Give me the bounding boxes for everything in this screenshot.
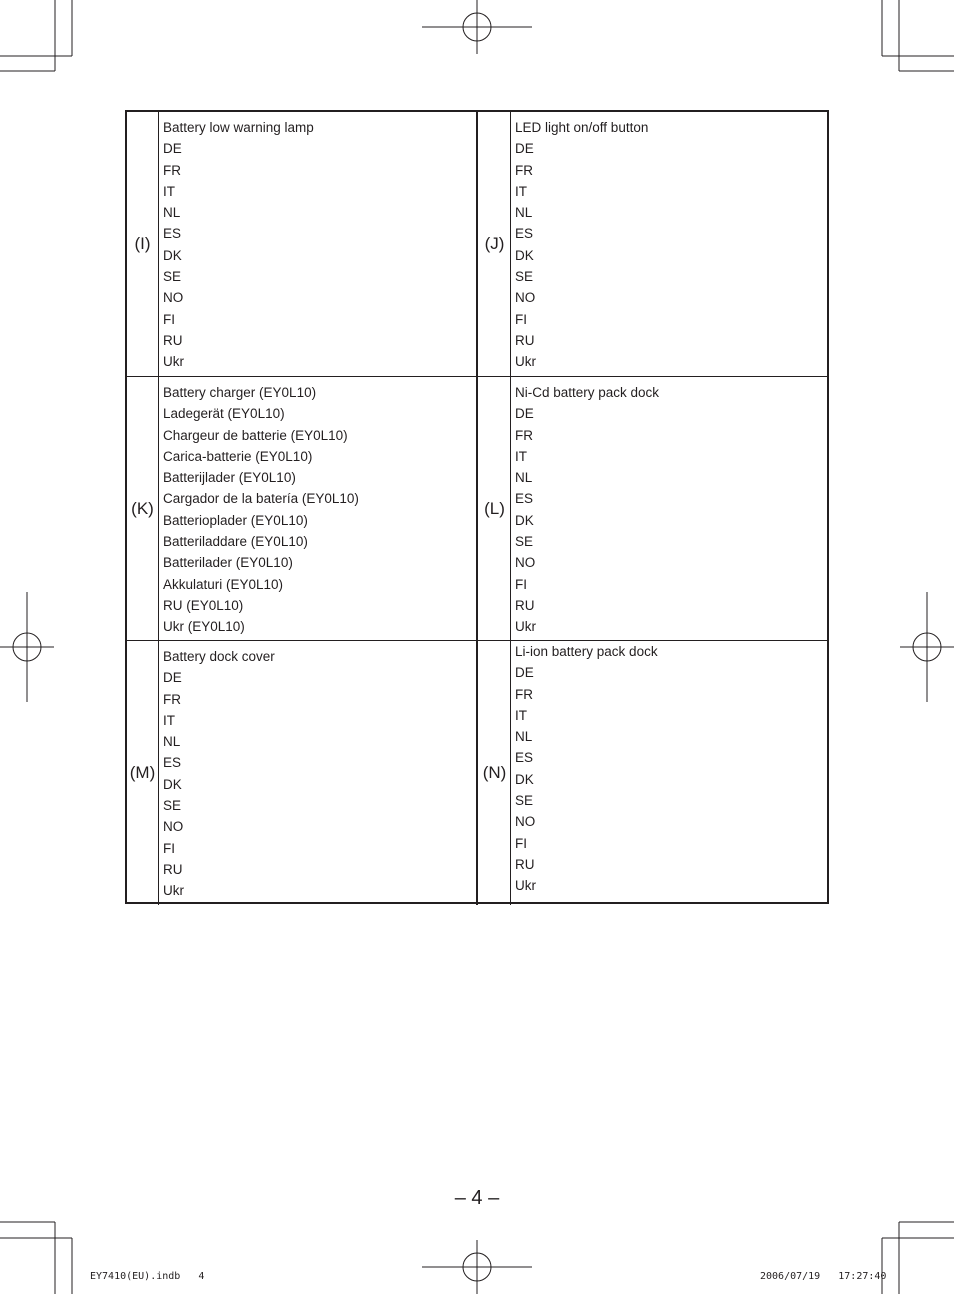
text-line: Battery dock cover xyxy=(163,649,275,664)
text-line: Chargeur de batterie (EY0L10) xyxy=(163,427,348,443)
text-line: Ukr (EY0L10) xyxy=(163,619,245,635)
text-line: FR xyxy=(515,427,533,443)
text-line: SE xyxy=(163,269,182,285)
parts-legend-table xyxy=(125,110,829,904)
text-line: RU xyxy=(163,332,183,348)
text-line: DK xyxy=(163,776,182,792)
text-line: Batterioplader (EY0L10) xyxy=(163,512,308,528)
text-line: Ukr xyxy=(515,619,536,635)
text-line: ES xyxy=(515,226,534,242)
text-line: NL xyxy=(515,729,533,745)
text-line: Batteriladdare (EY0L10) xyxy=(163,534,308,550)
part-description xyxy=(160,377,478,641)
text-line: FR xyxy=(163,162,181,178)
text-line: FR xyxy=(163,691,181,707)
text-line: ES xyxy=(163,226,182,242)
text-line: DE xyxy=(163,141,182,157)
text-line: DK xyxy=(515,512,534,528)
text-line: NL xyxy=(163,734,181,750)
text-line: DE xyxy=(515,141,534,157)
table-row xyxy=(127,640,827,905)
text-line: NL xyxy=(515,470,533,486)
text-line: RU xyxy=(163,861,183,877)
text-line: SE xyxy=(515,269,534,285)
text-line: DK xyxy=(515,247,534,263)
part-description xyxy=(512,641,827,905)
text-line: SE xyxy=(163,798,182,814)
part-description xyxy=(160,641,478,905)
text-line: NL xyxy=(163,205,181,221)
text-line: FR xyxy=(515,686,533,702)
text-line: RU xyxy=(515,332,535,348)
text-line: NO xyxy=(163,290,184,306)
text-line: NO xyxy=(515,814,536,830)
table-row xyxy=(127,376,827,641)
text-line: DE xyxy=(163,670,182,686)
footer-datetime: 2006/07/19 17:27:40 xyxy=(760,1271,887,1282)
text-line: IT xyxy=(515,183,527,199)
text-line: FI xyxy=(515,576,527,592)
text-line: SE xyxy=(515,534,534,550)
footer-file-name: EY7410(EU).indb 4 xyxy=(90,1271,205,1282)
text-line: DK xyxy=(515,771,534,787)
text-line: Batterijlader (EY0L10) xyxy=(163,470,296,486)
text-line: RU xyxy=(515,856,535,872)
part-label: (J) xyxy=(479,112,511,376)
text-line: IT xyxy=(163,183,175,199)
text-line: SE xyxy=(515,793,534,809)
part-label: (N) xyxy=(479,641,511,905)
text-line: Ladegerät (EY0L10) xyxy=(163,406,285,422)
text-line: IT xyxy=(515,707,527,723)
text-line: ES xyxy=(515,750,534,766)
text-line: FI xyxy=(515,835,527,851)
text-line: Ukr xyxy=(163,883,184,899)
text-line: Ukr xyxy=(163,354,184,370)
text-line: NO xyxy=(163,819,184,835)
text-line: LED light on/off button xyxy=(515,120,649,135)
text-line: Ni-Cd battery pack dock xyxy=(515,385,660,400)
part-description xyxy=(512,377,827,641)
text-line: Battery low warning lamp xyxy=(163,120,314,135)
text-line: DE xyxy=(515,406,534,422)
text-line: NO xyxy=(515,555,536,571)
text-line: DE xyxy=(515,665,534,681)
text-line: FR xyxy=(515,162,533,178)
text-line: RU (EY0L10) xyxy=(163,597,244,613)
text-line: FI xyxy=(163,311,175,327)
text-line: IT xyxy=(163,712,175,728)
text-line: NO xyxy=(515,290,536,306)
part-description xyxy=(512,112,827,376)
text-line: NL xyxy=(515,205,533,221)
text-line: FI xyxy=(515,311,527,327)
part-description xyxy=(160,112,478,376)
text-line: IT xyxy=(515,448,527,464)
part-label: (I) xyxy=(127,112,159,376)
text-line: Ukr xyxy=(515,878,536,894)
text-line: Battery charger (EY0L10) xyxy=(163,385,317,400)
text-line: FI xyxy=(163,840,175,856)
text-line: ES xyxy=(515,491,534,507)
page-number: – 4 – xyxy=(454,1187,500,1209)
text-line: Carica-batterie (EY0L10) xyxy=(163,448,313,464)
text-line: Ukr xyxy=(515,354,536,370)
text-line: Li-ion battery pack dock xyxy=(515,644,658,659)
text-line: Cargador de la batería (EY0L10) xyxy=(163,491,359,507)
part-label: (M) xyxy=(127,641,159,905)
part-label: (L) xyxy=(479,377,511,641)
text-line: ES xyxy=(163,755,182,771)
table-row xyxy=(127,112,827,376)
text-line: DK xyxy=(163,247,182,263)
part-label: (K) xyxy=(127,377,159,641)
text-line: Akkulaturi (EY0L10) xyxy=(163,576,284,592)
text-line: Batterilader (EY0L10) xyxy=(163,555,293,571)
text-line: RU xyxy=(515,597,535,613)
